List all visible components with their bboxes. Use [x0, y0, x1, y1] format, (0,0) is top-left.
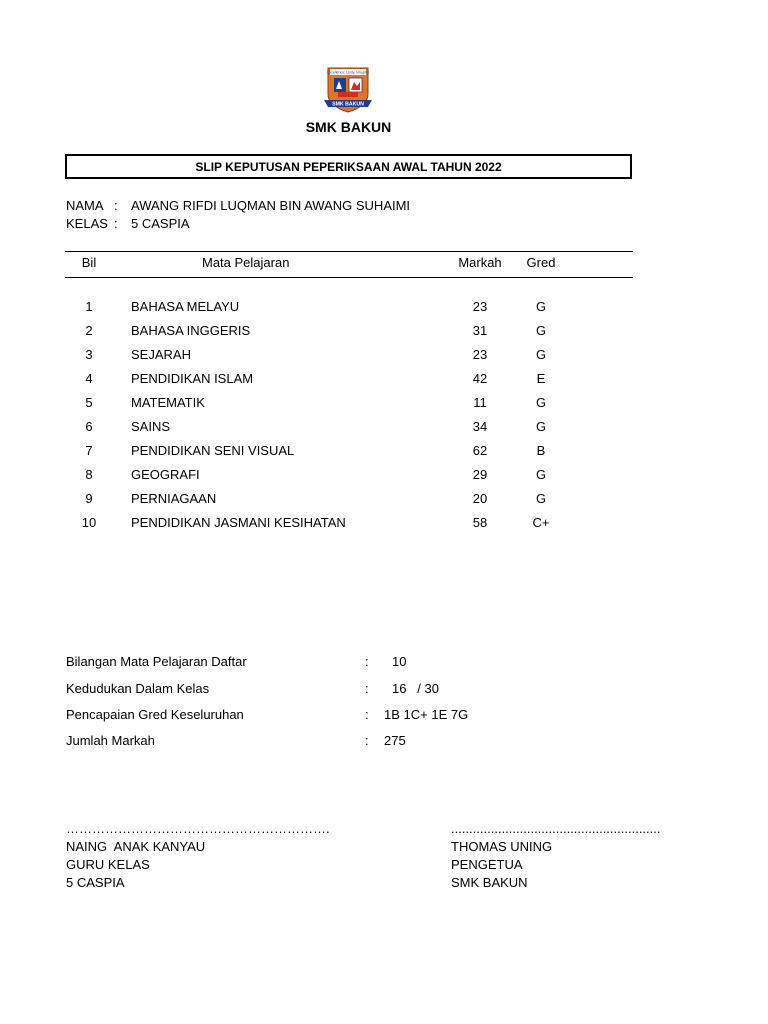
summary-colon: : [365, 681, 369, 696]
summary-colon: : [365, 707, 369, 722]
row-subject: PENDIDIKAN ISLAM [131, 371, 254, 386]
row-mark: 20 [472, 491, 488, 506]
row-subject: PENDIDIKAN SENI VISUAL [131, 443, 295, 458]
summary-value: 1B 1C+ 1E 7G [384, 707, 469, 722]
summary-label: Bilangan Mata Pelajaran Daftar [66, 654, 247, 669]
header-mark: Markah [458, 255, 502, 270]
signature-line: .......................................................... [451, 821, 661, 836]
row-grade: G [535, 395, 547, 410]
row-mark: 34 [472, 419, 488, 434]
slip-title-box [65, 154, 632, 179]
signature-left [66, 820, 330, 892]
row-mark: 23 [472, 347, 488, 362]
class-colon: : [114, 216, 118, 231]
row-no: 10 [81, 515, 97, 530]
row-mark: 11 [473, 395, 487, 410]
signature-right [451, 820, 661, 892]
row-grade: G [535, 419, 547, 434]
row-no: 1 [85, 299, 93, 314]
row-grade: E [536, 371, 546, 386]
row-no: 2 [85, 323, 93, 338]
row-grade: G [535, 467, 547, 482]
summary-colon: : [365, 654, 369, 669]
row-mark: 62 [472, 443, 488, 458]
row-subject: PERNIAGAAN [131, 491, 217, 506]
summary-label: Kedudukan Dalam Kelas [66, 681, 210, 696]
row-grade: C+ [532, 515, 550, 530]
row-no: 8 [85, 467, 93, 482]
row-mark: 42 [472, 371, 488, 386]
table-header-bottom-rule [65, 277, 633, 278]
row-subject: MATEMATIK [131, 395, 205, 410]
summary-colon: : [365, 733, 369, 748]
row-no: 4 [85, 371, 93, 386]
row-grade: G [535, 347, 547, 362]
row-no: 7 [85, 443, 93, 458]
row-grade: G [535, 323, 547, 338]
logo-motto: Excellence, Unity, Integrity [326, 70, 370, 75]
row-grade: G [535, 491, 547, 506]
signatory-role: GURU KELAS [66, 857, 150, 872]
student-name: AWANG RIFDI LUQMAN BIN AWANG SUHAIMI [131, 198, 411, 213]
row-mark: 23 [472, 299, 488, 314]
class-label: KELAS [66, 216, 108, 231]
school-logo [318, 62, 378, 114]
header-no: Bil [81, 255, 97, 270]
row-grade: B [536, 443, 546, 458]
row-subject: PENDIDIKAN JASMANI KESIHATAN [131, 515, 346, 530]
row-subject: GEOGRAFI [131, 467, 200, 482]
header-subject: Mata Pelajaran [202, 255, 290, 270]
row-mark: 31 [472, 323, 488, 338]
row-subject: BAHASA INGGERIS [131, 323, 251, 338]
signatory-name: THOMAS UNING [451, 839, 553, 854]
signatory-name: NAING ANAK KANYAU [66, 839, 206, 854]
row-mark: 58 [472, 515, 488, 530]
row-no: 9 [85, 491, 93, 506]
summary-value: 10 [392, 654, 407, 669]
school-name: SMK BAKUN [305, 119, 392, 135]
signatory-role: PENGETUA [451, 857, 523, 872]
row-subject: SEJARAH [131, 347, 191, 362]
table-header-top-rule [65, 251, 633, 252]
signatory-unit: 5 CASPIA [66, 875, 125, 890]
signature-line: ……………………………………………………. [66, 821, 330, 836]
summary-value: 275 [384, 733, 406, 748]
student-class: 5 CASPIA [131, 216, 190, 231]
row-subject: BAHASA MELAYU [131, 299, 240, 314]
row-grade: G [535, 299, 547, 314]
summary-label: Pencapaian Gred Keseluruhan [66, 707, 244, 722]
logo-banner-text: SMK BAKUN [332, 101, 364, 108]
slip-title: SLIP KEPUTUSAN PEPERIKSAAN AWAL TAHUN 2022 [195, 159, 502, 174]
row-no: 3 [85, 347, 93, 362]
summary-label: Jumlah Markah [66, 733, 155, 748]
name-label: NAMA [66, 198, 104, 213]
row-subject: SAINS [131, 419, 171, 434]
row-no: 6 [85, 419, 93, 434]
row-no: 5 [85, 395, 93, 410]
signatory-unit: SMK BAKUN [451, 875, 528, 890]
header-grade: Gred [526, 255, 556, 270]
row-mark: 29 [472, 467, 488, 482]
summary-value: 16 / 30 [392, 681, 439, 696]
name-colon: : [114, 198, 118, 213]
